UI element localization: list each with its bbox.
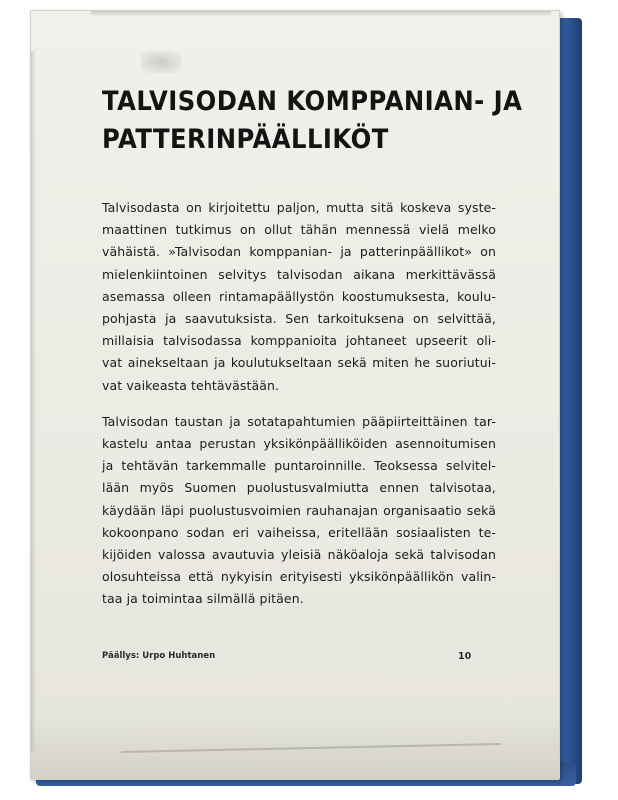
blurb-paragraph-2 (102, 411, 496, 611)
series-number: 10 (458, 651, 472, 662)
blurb-line: lään myös Suomen puolustusvalmiutta ennen talvisotaa, (102, 480, 496, 496)
blurb-line: vat ainekseltaan ja koulutukseltaan sekä miten he suoriutui- (102, 355, 496, 371)
blurb-line: käydään läpi puolustusvoimien rauhanajan organisaatio sekä (102, 502, 496, 518)
blurb-line: millaisia talvisodassa komppanioita johtaneet upseerit oli- (102, 333, 496, 349)
blurb-line: olosuhteissa että nykyisin erityisesti yksikönpäällikön valin- (102, 569, 496, 585)
blurb-line: pohjasta ja saavutuksista. Sen tarkoituksena on selvittää, (102, 311, 496, 327)
blurb-line: maattinen tutkimus on ollut tähän mennessä vielä melko (102, 222, 496, 238)
book-title (102, 83, 523, 159)
blurb-text (102, 197, 496, 611)
top-edge-wear (91, 11, 551, 17)
blurb-line: mielenkiintoinen selvitys talvisodan aikana merkittävässä (102, 266, 496, 282)
left-edge-wear (31, 51, 36, 751)
blurb-line: asemassa olleen rintamapäällystön koostumuksesta, koulu- (102, 288, 496, 304)
cover-designer-credit: Päällys: Urpo Huhtanen (102, 651, 216, 661)
blurb-line: vähäistä. »Talvisodan komppanian- ja patterinpäällikot» on (102, 244, 496, 260)
blurb-line: Talvisodasta on kirjoitettu paljon, mutta sitä koskeva syste- (102, 200, 496, 215)
title-line-1: TALVISODAN KOMPPANIAN- JA (102, 86, 523, 117)
title-line-2: PATTERINPÄÄLLIKÖT (102, 124, 389, 155)
blurb-line: taa ja toimintaa silmällä pitäen. (102, 591, 304, 607)
blurb-line: kijöiden valossa avautuvia yleisiä näköaloja sekä talvisodan (102, 547, 496, 563)
blurb-line: kokoonpano sodan eri vaiheissa, eritellään sosiaalisten te- (102, 524, 496, 540)
blurb-line: kastelu antaa perustan yksikönpäälliköiden asennoitumisen (102, 436, 496, 452)
blurb-paragraph-1 (102, 197, 496, 397)
paper-stain (141, 51, 181, 73)
blurb-line: ja tehtävän tarkemmalle puntaroinnille. Teoksessa selvitel- (102, 458, 496, 474)
blurb-line: vat vaikeasta tehtävästään. (102, 377, 280, 393)
blurb-line: Talvisodan taustan ja sotatapahtumien pääpiirteittäinen tar- (102, 413, 496, 429)
